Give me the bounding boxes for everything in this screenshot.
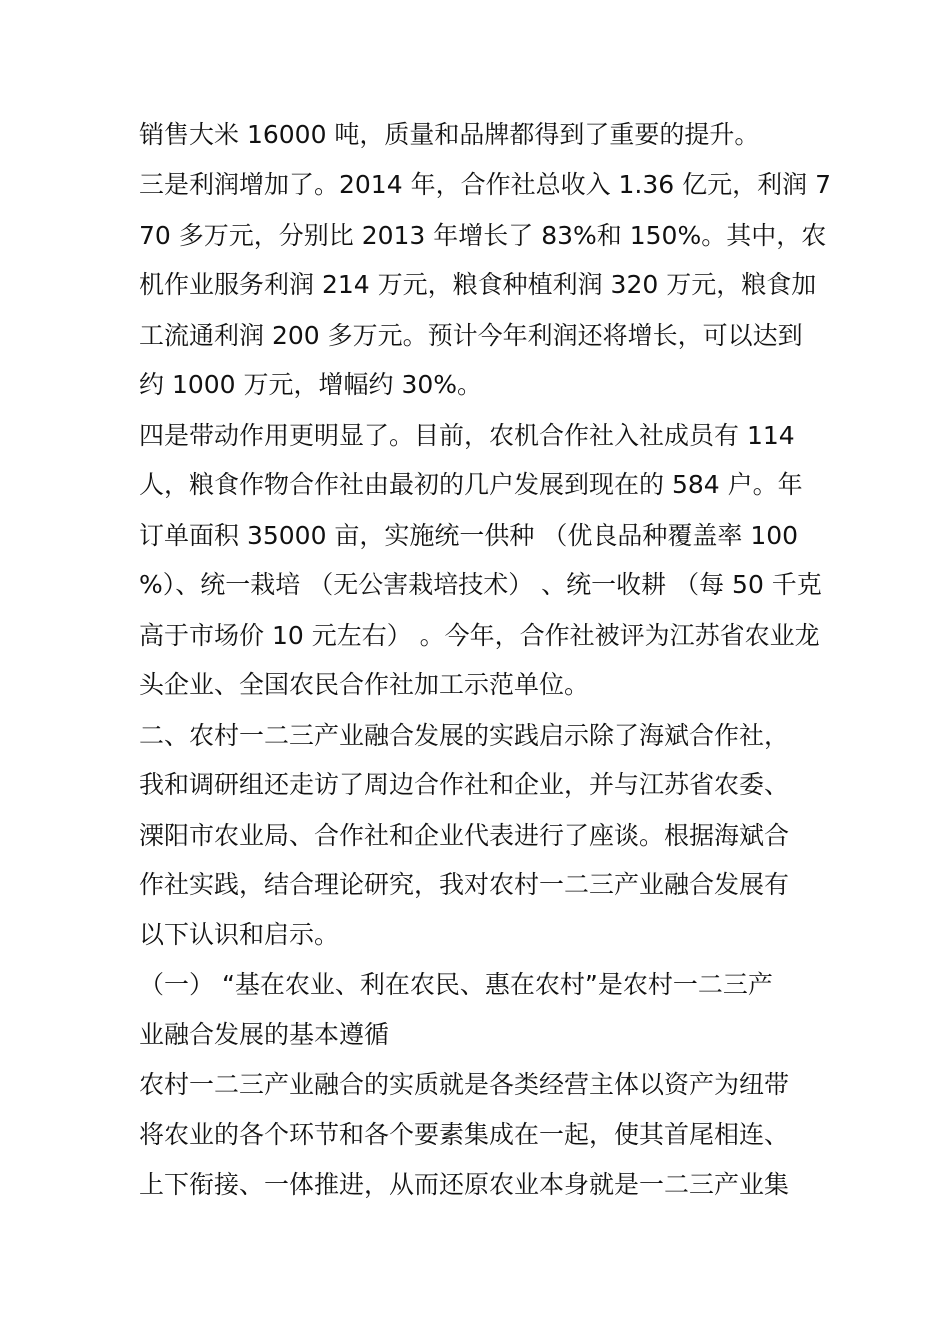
- text-line: 订单面积 35000 亩，实施统一供种 （优良品种覆盖率 100: [139, 521, 799, 550]
- text-line: 人，粮食作物合作社由最初的几户发展到现在的 584 户。年: [139, 470, 803, 499]
- text-line: 头企业、全国农民合作社加工示范单位。: [139, 670, 590, 699]
- text-line: 作社实践，结合理论研究，我对农村一二三产业融合发展有: [139, 870, 790, 899]
- text-line: 四是带动作用更明显了。目前，农机合作社入社成员有 114: [139, 421, 795, 450]
- text-line: 约 1000 万元，增幅约 30%。: [139, 370, 483, 399]
- text-line: 70 多万元，分别比 2013 年增长了 83%和 150%。其中，农: [139, 221, 827, 250]
- text-line: 二、农村一二三产业融合发展的实践启示除了海斌合作社，: [139, 721, 790, 750]
- text-line: 以下认识和启示。: [139, 920, 340, 949]
- text-line: 高于市场价 10 元左右） 。今年，合作社被评为江苏省农业龙: [139, 621, 820, 650]
- text-line: 上下衔接、一体推进，从而还原农业本身就是一二三产业集: [139, 1170, 790, 1199]
- text-line: %）、统一栽培 （无公害栽培技术） 、统一收耕 （每 50 千克: [139, 570, 822, 599]
- text-line: 三是利润增加了。2014 年，合作社总收入 1.36 亿元，利润 7: [139, 170, 831, 199]
- text-line: 将农业的各个环节和各个要素集成在一起，使其首尾相连、: [139, 1120, 790, 1149]
- section-heading: 业融合发展的基本遵循: [139, 1020, 390, 1049]
- text-line: 机作业服务利润 214 万元，粮食种植利润 320 万元，粮食加: [139, 270, 817, 299]
- section-heading: （一） “基在农业、利在农民、惠在农村”是农村一二三产: [139, 970, 773, 999]
- text-line: 销售大米 16000 吨，质量和品牌都得到了重要的提升。: [139, 120, 760, 149]
- text-line: 农村一二三产业融合的实质就是各类经营主体以资产为纽带: [139, 1070, 790, 1099]
- text-line: 我和调研组还走访了周边合作社和企业，并与江苏省农委、: [139, 770, 790, 799]
- text-line: 工流通利润 200 多万元。预计今年利润还将增长，可以达到: [139, 321, 803, 350]
- text-line: 溧阳市农业局、合作社和企业代表进行了座谈。根据海斌合: [139, 821, 790, 850]
